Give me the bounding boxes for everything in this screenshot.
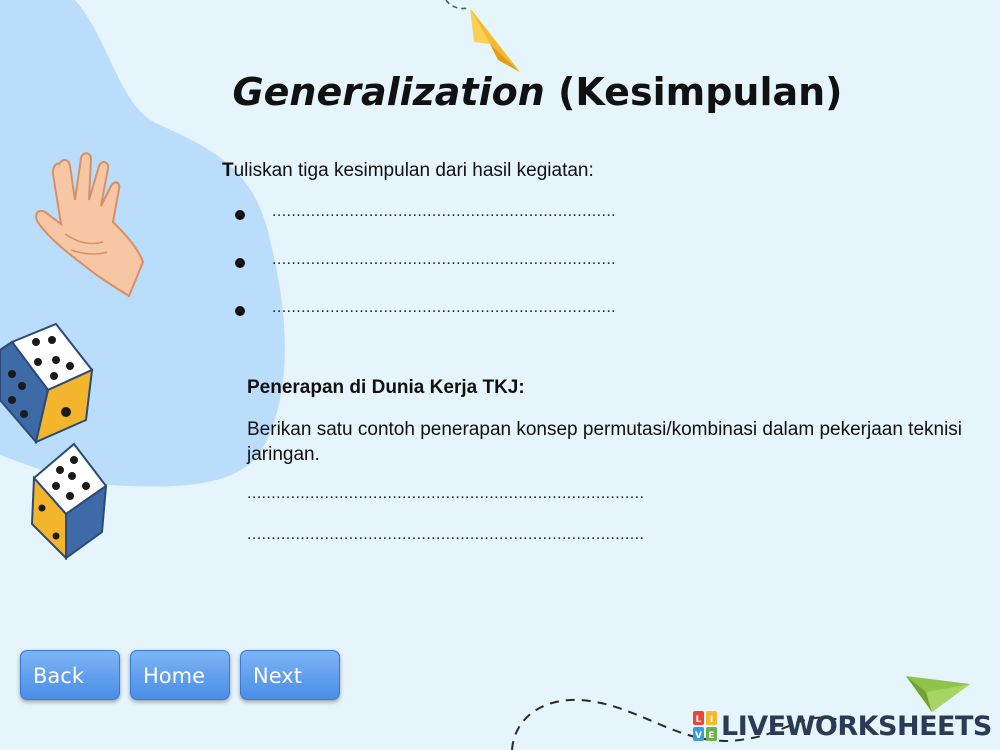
answer-placeholder-dots: .................................................................................. [247,485,645,502]
logo-badge-icon [693,711,717,741]
list-item [230,203,700,251]
bullet-icon [235,258,245,268]
title-italic: Generalization [232,70,545,114]
application-input-1[interactable] [247,484,737,506]
answer-placeholder-dots: ....................................................................... [272,203,617,220]
back-button[interactable]: Back [20,650,120,700]
answer-placeholder-dots: ....................................................................... [272,251,617,268]
hand-icon [25,150,150,300]
instruction-rest: uliskan tiga kesimpulan dari hasil kegiatan: [233,160,594,181]
dice-icon [30,442,110,560]
logo-text: LIVEWORKSHEETS [721,710,992,742]
svg-text:L: L [695,715,702,725]
dice-icon [0,320,100,445]
bullet-icon [235,210,245,220]
application-prompt: Berikan satu contoh penerapan konsep permutasi/kombinasi dalam pekerjaan teknisi jaringan. [247,419,963,465]
home-button[interactable]: Home [130,650,230,700]
bullet-icon [235,306,245,316]
liveworksheets-logo [693,708,992,744]
conclusion-input-2[interactable] [270,249,685,271]
list-item [230,251,700,299]
paper-plane-icon [440,0,530,80]
list-item [230,299,700,347]
conclusion-list [230,203,700,347]
application-input-2[interactable] [247,525,737,547]
instruction-first-letter: T [222,160,234,181]
answer-placeholder-dots: ....................................................................... [272,299,617,316]
section-heading: Penerapan di Dunia Kerja TKJ: [247,377,525,398]
conclusion-input-3[interactable] [270,297,685,319]
svg-text:E: E [708,731,715,741]
instruction-text [222,160,594,182]
next-button[interactable]: Next [240,650,340,700]
svg-text:I: I [709,715,714,725]
answer-placeholder-dots: .................................................................................. [247,526,645,543]
page-title [0,70,1000,114]
svg-text:V: V [695,731,702,741]
title-normal: (Kesimpulan) [558,70,843,114]
conclusion-input-1[interactable] [270,201,685,223]
